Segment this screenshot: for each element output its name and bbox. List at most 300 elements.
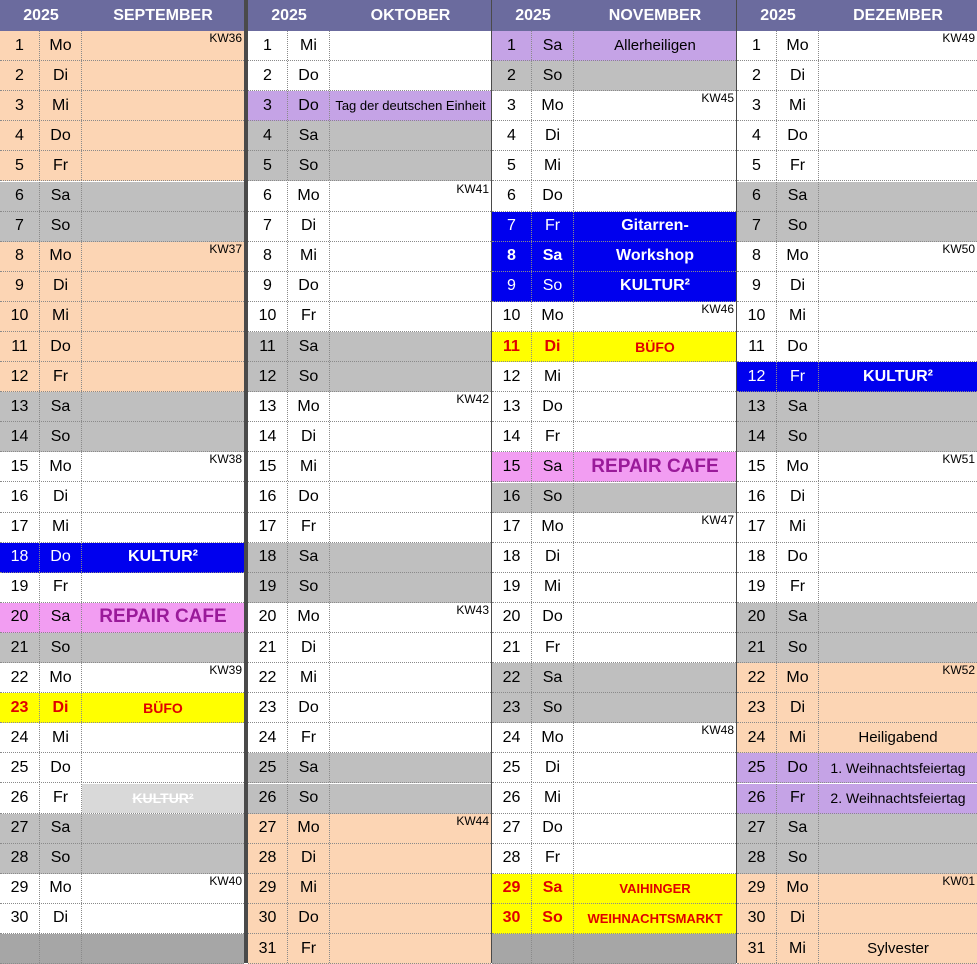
day-row[interactable]	[0, 934, 244, 964]
day-number: 18	[737, 543, 777, 572]
weekday-label: Di	[288, 212, 330, 241]
weekday-label: Sa	[532, 663, 574, 692]
weekday-label: Fr	[288, 302, 330, 331]
weekday-label: Fr	[288, 723, 330, 752]
event-cell	[574, 362, 736, 391]
weekday-label: Fr	[777, 362, 819, 391]
event-cell	[82, 723, 244, 752]
day-number: 24	[0, 723, 40, 752]
event-cell	[330, 723, 491, 752]
day-row[interactable]	[0, 814, 244, 844]
day-row[interactable]	[248, 753, 491, 783]
day-row[interactable]	[248, 31, 491, 61]
day-row[interactable]	[248, 392, 491, 422]
month-column-september	[0, 0, 244, 963]
event-cell	[330, 362, 491, 391]
day-number: 6	[248, 182, 288, 211]
day-number: 8	[0, 242, 40, 271]
day-number: 4	[248, 121, 288, 150]
event-cell	[574, 182, 736, 211]
day-row[interactable]	[492, 753, 736, 783]
weekday-label: Mi	[40, 302, 82, 331]
day-number: 9	[248, 272, 288, 301]
event-cell	[819, 272, 977, 301]
day-row[interactable]	[737, 31, 977, 61]
day-row[interactable]	[737, 302, 977, 332]
calendar-week-label: KW49	[942, 31, 975, 45]
day-row[interactable]	[737, 61, 977, 91]
event-cell	[82, 753, 244, 782]
day-row[interactable]	[737, 91, 977, 121]
day-row[interactable]	[737, 663, 977, 693]
event-cell	[819, 723, 977, 752]
day-number: 20	[248, 603, 288, 632]
day-row[interactable]	[492, 121, 736, 151]
weekday-label: So	[288, 151, 330, 180]
day-row[interactable]	[737, 422, 977, 452]
day-row[interactable]	[248, 814, 491, 844]
day-number: 5	[737, 151, 777, 180]
day-row[interactable]	[492, 212, 736, 242]
day-number: 17	[0, 513, 40, 542]
day-row[interactable]	[492, 723, 736, 753]
weekday-label: Di	[777, 483, 819, 512]
day-number: 9	[0, 272, 40, 301]
day-row[interactable]	[248, 91, 491, 121]
day-row[interactable]	[248, 603, 491, 633]
day-row[interactable]	[248, 784, 491, 814]
weekday-label: Mi	[288, 452, 330, 481]
weekday-label	[40, 934, 82, 963]
day-row[interactable]	[0, 91, 244, 121]
day-row[interactable]	[737, 452, 977, 482]
day-row[interactable]	[248, 513, 491, 543]
day-row[interactable]	[492, 422, 736, 452]
weekday-label: Sa	[288, 543, 330, 572]
day-row[interactable]	[492, 151, 736, 181]
calendar-week-label: KW37	[209, 241, 242, 256]
event-cell	[819, 603, 977, 632]
event-cell	[82, 392, 244, 421]
day-row[interactable]	[248, 693, 491, 723]
day-number: 24	[737, 723, 777, 752]
event-cell	[82, 483, 244, 512]
weekday-label: Mo	[777, 242, 819, 271]
event-cell	[574, 693, 736, 722]
day-row[interactable]	[0, 272, 244, 302]
day-number: 3	[248, 91, 288, 120]
weekday-label: Sa	[40, 392, 82, 421]
day-row[interactable]	[492, 91, 736, 121]
event-cell	[574, 603, 736, 632]
weekday-label: Do	[777, 543, 819, 572]
day-row[interactable]	[492, 663, 736, 693]
day-number: 16	[737, 483, 777, 512]
day-row[interactable]	[492, 784, 736, 814]
day-row[interactable]	[492, 513, 736, 543]
day-row[interactable]	[248, 212, 491, 242]
weekday-label: Mo	[40, 663, 82, 692]
event-label: REPAIR CAFE	[99, 606, 227, 628]
calendar-week-label: KW38	[209, 452, 242, 467]
day-number: 27	[492, 814, 532, 843]
day-row[interactable]	[0, 332, 244, 362]
weekday-label: Sa	[532, 31, 574, 60]
day-row[interactable]	[248, 633, 491, 663]
day-number: 26	[492, 784, 532, 813]
day-row[interactable]	[737, 693, 977, 723]
day-row[interactable]	[0, 452, 244, 482]
event-cell	[330, 422, 491, 451]
day-row[interactable]	[248, 573, 491, 603]
day-row[interactable]	[0, 61, 244, 91]
day-row[interactable]	[0, 844, 244, 874]
day-number: 4	[492, 121, 532, 150]
event-cell	[82, 573, 244, 602]
weekday-label: Mo	[777, 663, 819, 692]
event-cell	[819, 392, 977, 421]
day-row[interactable]	[492, 693, 736, 723]
day-row[interactable]	[248, 874, 491, 904]
day-row[interactable]	[248, 723, 491, 753]
event-cell	[574, 753, 736, 782]
weekday-label: Sa	[532, 874, 574, 903]
weekday-label: Mi	[288, 874, 330, 903]
weekday-label: Mo	[532, 302, 574, 331]
day-number: 21	[737, 633, 777, 662]
day-row[interactable]	[248, 483, 491, 513]
day-row[interactable]	[492, 483, 736, 513]
day-number: 5	[248, 151, 288, 180]
event-cell	[82, 272, 244, 301]
calendar-week-label: KW46	[701, 301, 734, 316]
event-cell	[330, 844, 491, 873]
weekday-label: Fr	[40, 362, 82, 391]
day-row[interactable]	[737, 753, 977, 783]
day-number: 28	[737, 844, 777, 873]
day-row[interactable]	[0, 633, 244, 663]
day-row[interactable]	[248, 332, 491, 362]
day-number: 17	[492, 513, 532, 542]
weekday-label: Fr	[777, 573, 819, 602]
day-number: 18	[248, 543, 288, 572]
day-number: 29	[492, 874, 532, 903]
day-number: 19	[492, 573, 532, 602]
day-row[interactable]	[248, 121, 491, 151]
day-number: 2	[0, 61, 40, 90]
event-label: REPAIR CAFE	[591, 455, 719, 477]
event-cell	[819, 904, 977, 933]
event-cell	[574, 784, 736, 813]
day-row[interactable]	[492, 182, 736, 212]
day-row[interactable]	[0, 874, 244, 904]
day-row[interactable]	[248, 452, 491, 482]
day-number: 12	[0, 362, 40, 391]
weekday-label: Mi	[532, 362, 574, 391]
day-number: 14	[737, 422, 777, 451]
day-row[interactable]	[248, 543, 491, 573]
event-cell	[574, 543, 736, 572]
day-row[interactable]	[492, 452, 736, 482]
day-number: 2	[737, 61, 777, 90]
day-row[interactable]	[0, 422, 244, 452]
day-number: 24	[492, 723, 532, 752]
event-label: KULTUR²	[132, 790, 194, 806]
day-number: 2	[492, 61, 532, 90]
weekday-label: Di	[777, 61, 819, 90]
day-row[interactable]	[0, 392, 244, 422]
weekday-label: Di	[288, 844, 330, 873]
event-cell	[82, 543, 244, 572]
day-row[interactable]	[0, 362, 244, 392]
weekday-label: Fr	[777, 151, 819, 180]
event-cell	[82, 603, 244, 632]
event-cell	[574, 272, 736, 301]
day-row[interactable]	[248, 904, 491, 934]
weekday-label: So	[777, 422, 819, 451]
weekday-label: Do	[777, 332, 819, 361]
day-row[interactable]	[248, 663, 491, 693]
day-row[interactable]	[0, 543, 244, 573]
day-number: 14	[492, 422, 532, 451]
day-row[interactable]	[0, 753, 244, 783]
day-row[interactable]	[737, 242, 977, 272]
day-row[interactable]	[492, 543, 736, 573]
weekday-label: Mo	[40, 242, 82, 271]
event-label: Tag der deutschen Einheit	[335, 98, 486, 114]
event-label: Sylvester	[867, 940, 929, 957]
day-row[interactable]	[0, 573, 244, 603]
day-number: 17	[248, 513, 288, 542]
day-number: 21	[492, 633, 532, 662]
weekday-label: Fr	[532, 422, 574, 451]
weekday-label: Di	[40, 61, 82, 90]
weekday-label: Mi	[40, 91, 82, 120]
event-cell	[819, 302, 977, 331]
day-number: 31	[737, 934, 777, 963]
day-row[interactable]	[737, 633, 977, 663]
weekday-label: So	[288, 573, 330, 602]
weekday-label: So	[288, 362, 330, 391]
day-number: 25	[248, 753, 288, 782]
weekday-label: Di	[40, 483, 82, 512]
day-row[interactable]	[737, 603, 977, 633]
day-row[interactable]	[248, 151, 491, 181]
day-row[interactable]	[492, 633, 736, 663]
event-cell	[819, 513, 977, 542]
day-row[interactable]	[492, 242, 736, 272]
day-row[interactable]	[492, 904, 736, 934]
day-row[interactable]	[492, 272, 736, 302]
day-number: 3	[492, 91, 532, 120]
day-row[interactable]	[737, 934, 977, 964]
month-header-name: NOVEMBER	[574, 0, 736, 31]
day-row[interactable]	[248, 302, 491, 332]
day-row[interactable]	[492, 302, 736, 332]
day-row[interactable]	[248, 272, 491, 302]
event-cell	[330, 874, 491, 903]
event-label: VAIHINGER	[619, 880, 691, 896]
day-row[interactable]	[737, 483, 977, 513]
day-row[interactable]	[737, 784, 977, 814]
day-number: 5	[0, 151, 40, 180]
day-row[interactable]	[0, 904, 244, 934]
event-label: 2. Weihnachtsfeiertag	[830, 790, 966, 806]
day-row[interactable]	[492, 573, 736, 603]
weekday-label: Di	[777, 693, 819, 722]
event-cell	[819, 212, 977, 241]
day-row[interactable]	[492, 603, 736, 633]
day-row[interactable]	[0, 242, 244, 272]
day-row[interactable]	[0, 513, 244, 543]
calendar-week-label: KW41	[456, 181, 489, 196]
weekday-label: Mo	[777, 452, 819, 481]
event-label: 1. Weihnachtsfeiertag	[830, 759, 966, 776]
event-cell	[574, 934, 736, 963]
day-number: 16	[248, 483, 288, 512]
event-cell	[574, 121, 736, 150]
weekday-label: Mi	[288, 663, 330, 692]
day-number: 22	[0, 663, 40, 692]
day-row[interactable]	[0, 31, 244, 61]
day-row[interactable]	[737, 844, 977, 874]
weekday-label: Mi	[532, 573, 574, 602]
event-cell	[82, 633, 244, 662]
day-number: 6	[492, 182, 532, 211]
day-row[interactable]	[248, 242, 491, 272]
day-row[interactable]	[737, 723, 977, 753]
day-row[interactable]	[0, 182, 244, 212]
day-row[interactable]	[737, 392, 977, 422]
day-row[interactable]	[0, 212, 244, 242]
day-row[interactable]	[737, 543, 977, 573]
event-cell	[574, 904, 736, 933]
event-cell	[330, 633, 491, 662]
day-row[interactable]	[737, 121, 977, 151]
weekday-label: Sa	[288, 121, 330, 150]
event-cell	[574, 483, 736, 512]
day-row[interactable]	[0, 693, 244, 723]
day-row[interactable]	[248, 61, 491, 91]
day-row[interactable]	[492, 332, 736, 362]
day-row[interactable]	[492, 814, 736, 844]
event-cell	[574, 212, 736, 241]
day-row[interactable]	[737, 332, 977, 362]
event-label: BÜFO	[143, 699, 183, 716]
day-row[interactable]	[248, 844, 491, 874]
calendar-week-label: KW52	[942, 663, 975, 678]
event-cell	[819, 121, 977, 150]
event-cell	[819, 753, 977, 782]
day-row[interactable]	[0, 603, 244, 633]
day-row[interactable]	[737, 151, 977, 181]
calendar-week-label: KW51	[942, 452, 975, 467]
event-cell	[330, 272, 491, 301]
day-number: 26	[0, 784, 40, 813]
weekday-label: Mo	[288, 603, 330, 632]
day-row[interactable]	[0, 151, 244, 181]
day-row[interactable]	[737, 513, 977, 543]
event-cell	[330, 934, 491, 963]
day-number: 7	[492, 212, 532, 241]
event-cell	[82, 784, 244, 813]
day-row[interactable]	[492, 362, 736, 392]
day-number: 23	[0, 693, 40, 722]
day-row[interactable]	[492, 392, 736, 422]
event-cell	[574, 151, 736, 180]
weekday-label: Mo	[40, 452, 82, 481]
weekday-label: Sa	[40, 603, 82, 632]
day-row[interactable]	[492, 61, 736, 91]
day-row[interactable]	[737, 904, 977, 934]
day-number: 3	[0, 91, 40, 120]
day-row[interactable]	[737, 182, 977, 212]
day-row[interactable]	[737, 874, 977, 904]
day-row[interactable]	[492, 31, 736, 61]
day-number: 29	[248, 874, 288, 903]
event-cell	[574, 242, 736, 271]
day-row[interactable]	[737, 814, 977, 844]
day-number: 17	[737, 513, 777, 542]
day-row[interactable]	[492, 934, 736, 964]
day-row[interactable]	[0, 723, 244, 753]
day-number: 9	[492, 272, 532, 301]
weekday-label: Do	[532, 182, 574, 211]
day-row[interactable]	[737, 212, 977, 242]
weekday-label	[532, 934, 574, 963]
weekday-label: So	[777, 212, 819, 241]
day-row[interactable]	[737, 362, 977, 392]
event-cell	[819, 573, 977, 602]
day-row[interactable]	[248, 934, 491, 964]
day-row[interactable]	[248, 362, 491, 392]
event-cell	[82, 332, 244, 361]
day-number: 8	[248, 242, 288, 271]
weekday-label: Do	[288, 91, 330, 120]
day-number: 30	[737, 904, 777, 933]
event-cell	[574, 573, 736, 602]
day-row[interactable]	[248, 182, 491, 212]
day-number	[492, 934, 532, 963]
day-row[interactable]	[0, 483, 244, 513]
day-row[interactable]	[492, 874, 736, 904]
event-cell	[574, 61, 736, 90]
event-cell	[82, 693, 244, 722]
day-row[interactable]	[0, 121, 244, 151]
event-cell	[574, 844, 736, 873]
day-row[interactable]	[737, 573, 977, 603]
calendar-week-label: KW39	[209, 663, 242, 678]
event-cell	[330, 212, 491, 241]
day-row[interactable]	[0, 663, 244, 693]
event-cell	[819, 483, 977, 512]
weekday-label: Fr	[532, 212, 574, 241]
day-number: 18	[0, 543, 40, 572]
day-row[interactable]	[737, 272, 977, 302]
day-row[interactable]	[492, 844, 736, 874]
weekday-label: Do	[532, 814, 574, 843]
event-cell	[574, 633, 736, 662]
day-row[interactable]	[0, 784, 244, 814]
event-cell	[330, 543, 491, 572]
event-label: Gitarren-	[621, 217, 689, 235]
day-row[interactable]	[248, 422, 491, 452]
weekday-label: Do	[288, 904, 330, 933]
event-cell	[819, 151, 977, 180]
month-header-year: 2025	[492, 0, 574, 31]
month-header-name: OKTOBER	[330, 0, 491, 31]
day-row[interactable]	[0, 302, 244, 332]
